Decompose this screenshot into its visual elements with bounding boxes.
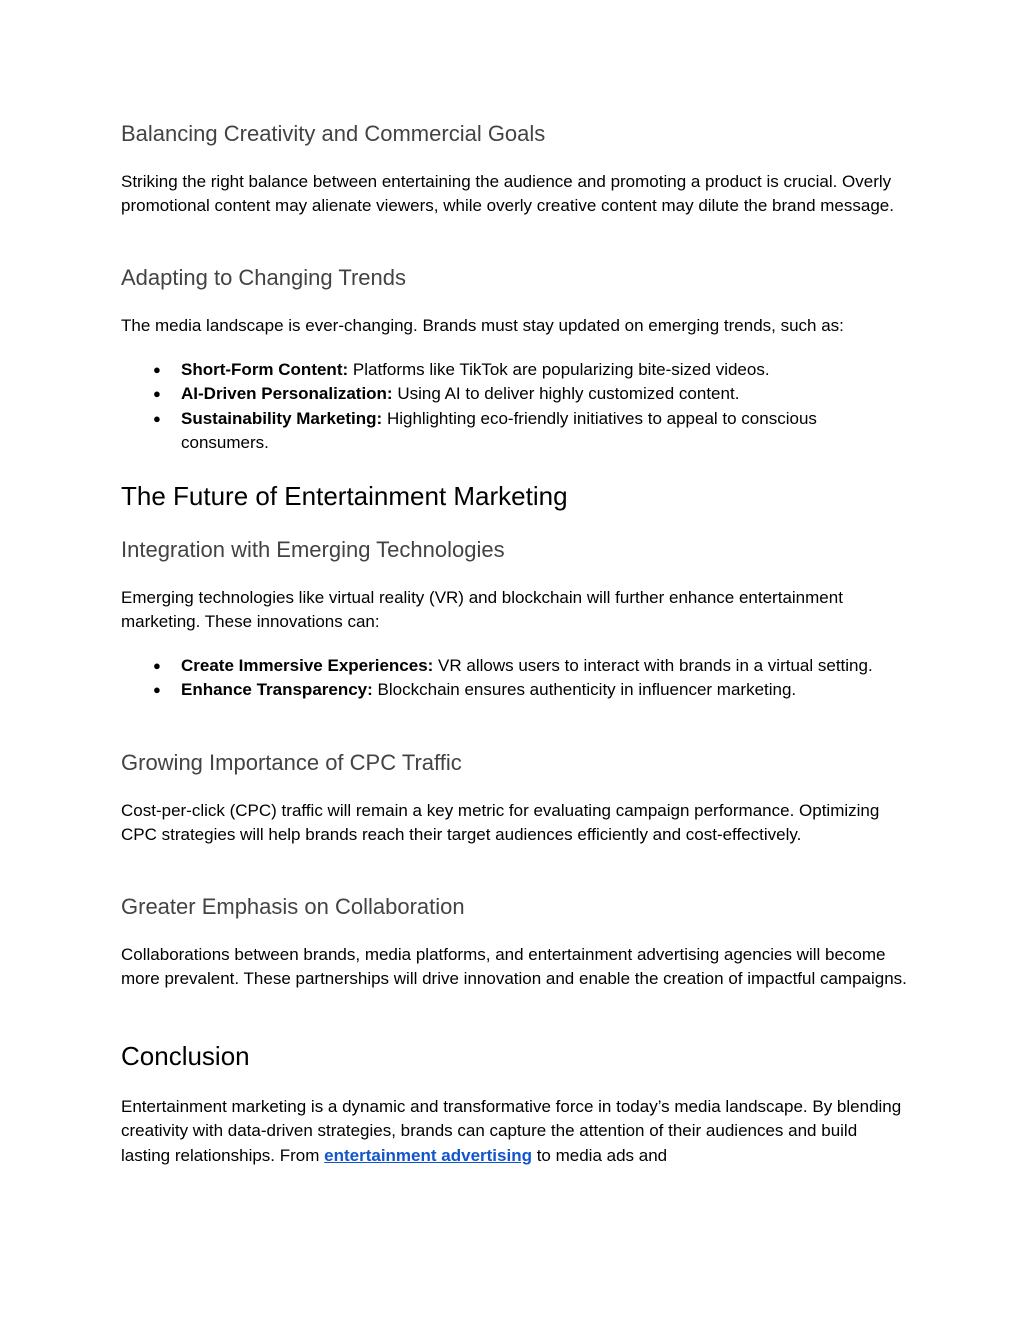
paragraph-conclusion bbox=[121, 1095, 911, 1168]
heading-trends: Adapting to Changing Trends bbox=[121, 265, 406, 290]
paragraph-cpc: Cost-per-click (CPC) traffic will remain a key metric for evaluating campaign performance. Optimizing CPC strategies will help brands reach their target audiences efficiently and cost-effectively. bbox=[121, 801, 880, 845]
bullet-icon: ● bbox=[153, 386, 161, 402]
list-item bbox=[121, 358, 881, 382]
list-item bbox=[121, 382, 881, 406]
list-item-text: Highlighting eco-friendly initiatives to appeal to conscious consumers. bbox=[181, 408, 817, 452]
list-item-term: Sustainability Marketing: bbox=[181, 408, 383, 428]
list-item-text: Platforms like TikTok are popularizing bite-sized videos. bbox=[352, 360, 770, 379]
heading-integration: Integration with Emerging Technologies bbox=[121, 537, 505, 562]
entertainment-advertising-link[interactable]: entertainment advertising bbox=[324, 1145, 532, 1165]
list-item bbox=[121, 654, 881, 678]
heading-future: The Future of Entertainment Marketing bbox=[121, 481, 568, 511]
heading-balancing: Balancing Creativity and Commercial Goals bbox=[121, 121, 546, 146]
list-item bbox=[121, 407, 881, 456]
list-item-term: AI-Driven Personalization: bbox=[181, 384, 393, 404]
list-item-text: Blockchain ensures authenticity in influencer marketing. bbox=[377, 680, 797, 700]
heading-collaboration: Greater Emphasis on Collaboration bbox=[121, 894, 465, 919]
list-item-term: Create Immersive Experiences: bbox=[181, 656, 434, 675]
list-item-term: Short-Form Content: bbox=[181, 360, 349, 379]
bullet-icon: ● bbox=[153, 682, 161, 698]
paragraph-collaboration: Collaborations between brands, media platforms, and entertainment advertising agencies will become more prevalent. These partnerships will drive innovation and enable the creation of impactful campaigns. bbox=[121, 945, 907, 989]
conclusion-text-before: Entertainment marketing is a dynamic and transformative force in today’s media landscape. By blending creativity with data-driven strategies, brands can capture the attention of their audiences and build lasting relationships. From bbox=[121, 1097, 902, 1165]
bullet-icon: ● bbox=[153, 362, 161, 377]
heading-conclusion: Conclusion bbox=[121, 1041, 250, 1071]
bullet-icon: ● bbox=[153, 658, 161, 673]
list-trends bbox=[121, 358, 911, 455]
paragraph-balancing: Striking the right balance between entertaining the audience and promoting a product is crucial. Overly promotional content may alienate viewers, while overly creative content may dilute the brand message. bbox=[121, 172, 894, 216]
list-integration bbox=[121, 654, 911, 703]
list-item-term: Enhance Transparency: bbox=[181, 680, 373, 700]
heading-cpc: Growing Importance of CPC Traffic bbox=[121, 750, 462, 775]
paragraph-trends: The media landscape is ever-changing. Brands must stay updated on emerging trends, such as: bbox=[121, 316, 844, 335]
list-item-text: VR allows users to interact with brands in a virtual setting. bbox=[438, 656, 873, 675]
conclusion-text-after: to media ads and bbox=[531, 1145, 668, 1165]
list-item bbox=[121, 678, 881, 702]
bullet-icon: ● bbox=[153, 410, 161, 426]
list-item-text: Using AI to deliver highly customized content. bbox=[397, 384, 740, 404]
paragraph-integration: Emerging technologies like virtual reality (VR) and blockchain will further enhance entertainment marketing. These innovations can: bbox=[121, 588, 843, 632]
